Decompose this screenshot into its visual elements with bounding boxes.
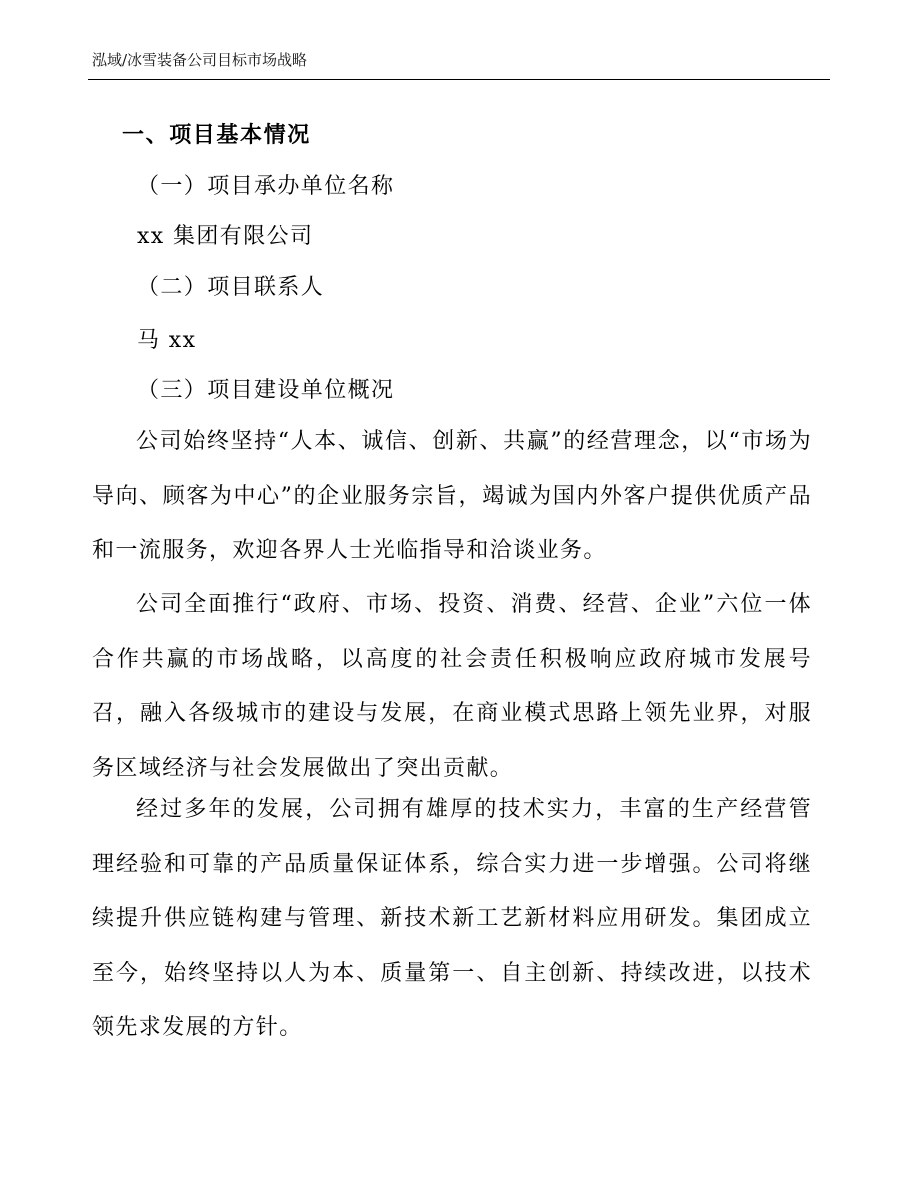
section-heading: 一、项目基本情况: [122, 122, 311, 148]
header-divider: [88, 79, 830, 80]
contact-person: 马 xx: [137, 328, 197, 353]
company-name: xx 集团有限公司: [137, 224, 314, 249]
paragraph-3: 经过多年的发展，公司拥有雄厚的技术实力，丰富的生产经营管理经验和可靠的产品质量保证体系，综合实力进一步增强。公司将继续提升供应链构建与管理、新技术新工艺新材料应用研发。集团成立至今，始终坚持以人为本、质量第一、自主创新、持续改进，以技术领先求发展的方针。: [92, 797, 812, 1040]
subsection-title-1: （一）项目承办单位名称: [137, 174, 395, 199]
paragraph-1: 公司始终坚持“人本、诚信、创新、共赢”的经营理念，以“市场为导向、顾客为中心”的企业服务宗旨，竭诚为国内外客户提供优质产品和一流服务，欢迎各界人士光临指导和洽谈业务。: [92, 429, 812, 563]
paragraph-2: 公司全面推行“政府、市场、投资、消费、经营、企业”六位一体合作共赢的市场战略，以高度的社会责任积极响应政府城市发展号召，融入各级城市的建设与发展，在商业模式思路上领先业界，对服务区域经济与社会发展做出了突出贡献。: [92, 592, 812, 781]
subsection-title-3: （三）项目建设单位概况: [137, 378, 395, 403]
running-header: 泓域/冰雪装备公司目标市场战略: [92, 51, 308, 69]
subsection-title-2: （二）项目联系人: [137, 275, 325, 300]
